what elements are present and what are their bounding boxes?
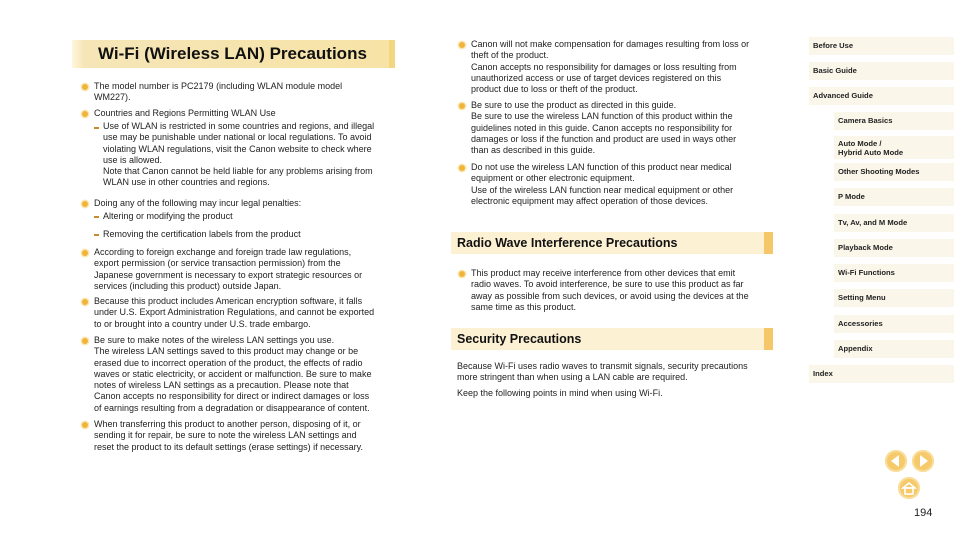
nav-camera-basics[interactable]: Camera Basics (834, 112, 954, 130)
previous-page-button[interactable] (885, 450, 907, 472)
home-icon (898, 477, 920, 499)
text-removing-labels: Removing the certification labels from the product (103, 229, 301, 239)
nav-tv-av-m-mode[interactable]: Tv, Av, and M Mode (834, 214, 954, 232)
text-radio-interference: This product may receive interference from other devices that emit radio waves. To avoid interference, be sure to use this product as far away as possible from such devices, or avoid using the devices at the same time as this product. (471, 268, 749, 312)
text-medical-equipment: Do not use the wireless LAN function of this product near medical equipment or other electronic equipment. Use of the wireless LAN function near medical equipment or other electronic equipment may affect operation of those devices. (471, 162, 734, 206)
nav-advanced-guide[interactable]: Advanced Guide (809, 87, 954, 105)
nav-auto-mode[interactable]: Auto Mode / Hybrid Auto Mode (834, 136, 954, 159)
nav-wifi-functions[interactable]: Wi-Fi Functions (834, 264, 954, 282)
nav-p-mode[interactable]: P Mode (834, 188, 954, 206)
security-heading: Security Precautions (451, 328, 773, 350)
nav-appendix[interactable]: Appendix (834, 340, 954, 358)
text-countries-heading: Countries and Regions Permitting WLAN Use (94, 108, 276, 118)
page-title-bar (72, 40, 395, 68)
bullet-icon (82, 422, 88, 428)
radio-wave-heading: Radio Wave Interference Precautions (451, 232, 773, 254)
nav-playback-mode[interactable]: Playback Mode (834, 239, 954, 257)
text-export-law: According to foreign exchange and foreign trade law regulations, export permission (or service transaction permission) from the Japanese government is necessary to export strategic resources or services (including this product) outside Japan. (94, 247, 363, 291)
bullet-icon (82, 250, 88, 256)
home-button[interactable] (898, 477, 920, 499)
nav-accessories[interactable]: Accessories (834, 315, 954, 333)
text-transferring: When transferring this product to another person, disposing of it, or sending it for repair, be sure to note the wireless LAN settings and reset the product to its default settings (erase settings) if necessary. (94, 419, 363, 452)
text-lan-settings-notes: Be sure to make notes of the wireless LAN settings you use. The wireless LAN settings saved to this product may change or be erased due to incorrect operation of the product, the effects of radio waves or static electricity, or accident or malfunction. Be sure to make notes of wireless LAN settings as a precaution. Please note that Canon accepts no responsibility for direct or indirect damages or loss of earnings resulting from a degradation or disappearance of content. (94, 335, 372, 413)
nav-index[interactable]: Index (809, 365, 954, 383)
text-encryption: Because this product includes American encryption software, it falls under U.S. Export Administration Regulations, and cannot be exported to or brought into a country under U.S. trade embargo. (94, 296, 375, 329)
text-countries-detail: Use of WLAN is restricted in some countries and regions, and illegal use may be punishable under national or local regulations. To avoid violating WLAN regulations, visit the Canon website to check where use is allowed. Note that Canon cannot be held liable for any problems arising from WLAN use in other countries and regions. (103, 121, 375, 188)
text-use-as-directed: Be sure to use the product as directed in this guide. Be sure to use the wireless LAN function of this product within the guidelines noted in this guide. Canon accepts no responsibility for damages or loss if the function and product are used in ways other than as described in this guide. (471, 100, 737, 156)
text-security-points: Keep the following points in mind when using Wi-Fi. (457, 388, 663, 398)
dash-icon (94, 127, 99, 129)
next-page-button[interactable] (912, 450, 934, 472)
arrow-left-icon (885, 450, 907, 472)
dash-icon (94, 216, 99, 218)
text-legal-penalties: Doing any of the following may incur legal penalties: (94, 198, 302, 208)
nav-before-use[interactable]: Before Use (809, 37, 954, 55)
text-model-number: The model number is PC2179 (including WLAN module model WM227). (94, 81, 343, 103)
bullet-icon (82, 111, 88, 117)
bullet-icon (459, 271, 465, 277)
bullet-icon (459, 103, 465, 109)
text-security-intro: Because Wi-Fi uses radio waves to transmit signals, security precautions more stringent than when using a LAN cable are required. (457, 361, 748, 383)
dash-icon (94, 234, 99, 236)
nav-basic-guide[interactable]: Basic Guide (809, 62, 954, 80)
text-no-compensation: Canon will not make compensation for damages resulting from loss or theft of the product. Canon accepts no responsibility for damages or loss resulting from unauthorized access or use of target devices registered on this product due to loss or theft of the product. (471, 39, 750, 95)
nav-setting-menu[interactable]: Setting Menu (834, 289, 954, 307)
nav-other-shooting-modes[interactable]: Other Shooting Modes (834, 163, 954, 181)
bullet-icon (82, 201, 88, 207)
page-title: Wi-Fi (Wireless LAN) Precautions (98, 44, 367, 63)
text-altering: Altering or modifying the product (103, 211, 233, 221)
bullet-icon (459, 165, 465, 171)
page-number: 194 (914, 507, 933, 519)
bullet-icon (459, 42, 465, 48)
arrow-right-icon (912, 450, 934, 472)
bullet-icon (82, 338, 88, 344)
bullet-icon (82, 299, 88, 305)
bullet-icon (82, 84, 88, 90)
